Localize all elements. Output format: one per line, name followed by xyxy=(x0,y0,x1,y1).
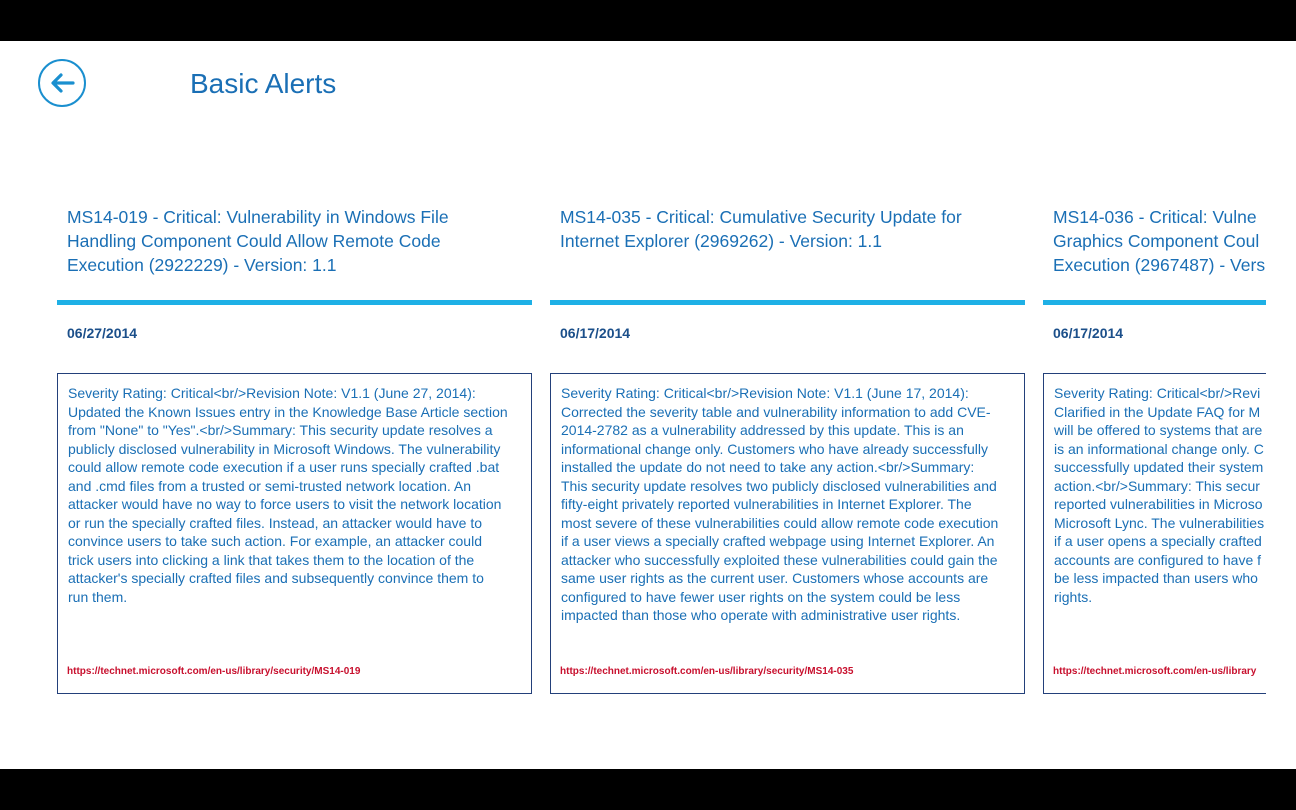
alert-title[interactable]: MS14-019 - Critical: Vulnerability in Windows File Handling Component Could Allow Remote Code Execution (2922229) - Version: 1.1 xyxy=(67,207,449,275)
alert-divider xyxy=(1043,300,1266,305)
alert-card[interactable] xyxy=(57,41,532,769)
alert-card[interactable] xyxy=(1043,41,1266,769)
alert-summary: Severity Rating: Critical<br/>Revi Clarified in the Update FAQ for M will be offered to systems that are is an informational change only. C successfully updated their system action.<br/>Summary: This secur reported vulnerabilities in Microso Microsoft Lync. The vulnerabilities if a user opens a specially crafted accounts are configured to have f be less impacted than users who rights. xyxy=(1054,385,1265,605)
alert-title[interactable]: MS14-036 - Critical: Vulne Graphics Component Coul Execution (2967487) - Vers xyxy=(1053,207,1266,275)
alert-summary: Severity Rating: Critical<br/>Revision Note: V1.1 (June 27, 2014): Updated the Known Issues entry in the Knowledge Base Article section from "None" to "Yes".<br/>Summary: This security update resolves a publicly disclosed vulnerability in Microsoft Windows. The vulnerability could allow remote code execution if a user runs specially crafted .bat and .cmd files from a trusted or semi-trusted network location. An attacker would have no way to force users to visit the network location or run the specially crafted files. Instead, an attacker would have to convince users to take such action. For example, an attacker could trick users into clicking a link that takes them to the location of the attacker's specially crafted files and subsequently convince them to run them. xyxy=(68,385,508,605)
alert-link[interactable]: https://technet.microsoft.com/en-us/library/security/MS14-035 xyxy=(560,666,854,677)
alert-date: 06/27/2014 xyxy=(67,325,138,341)
alert-date: 06/17/2014 xyxy=(1053,325,1124,341)
alert-summary: Severity Rating: Critical<br/>Revision Note: V1.1 (June 17, 2014): Corrected the severity table and vulnerability information to add CVE- 2014-2782 as a vulnerability addressed by this update. This is an informational change only. Customers who have already successfully installed the update do not need to take any action.<br/>Summary: This security update resolves two publicly disclosed vulnerabilities and fifty-eight privately reported vulnerabilities in Internet Explorer. The most severe of these vulnerabilities could allow remote code execution if a user views a specially crafted webpage using Internet Explorer. An attacker who successfully exploited these vulnerabilities could gain the same user rights as the current user. Customers whose accounts are configured to have fewer user rights on the system could be less impacted than those who operate with administrative user rights. xyxy=(561,385,999,623)
alerts-list[interactable] xyxy=(0,41,1266,769)
alert-summary-box xyxy=(57,373,532,694)
page-title: Basic Alerts xyxy=(190,68,337,99)
alert-summary-box xyxy=(550,373,1025,694)
alert-link[interactable]: https://technet.microsoft.com/en-us/library xyxy=(1053,666,1257,677)
app-window xyxy=(0,41,1296,769)
alert-date: 06/17/2014 xyxy=(560,325,631,341)
alert-card[interactable] xyxy=(550,41,1025,769)
alert-summary-box xyxy=(1043,373,1266,694)
alert-divider xyxy=(57,300,532,305)
alert-divider xyxy=(550,300,1025,305)
alert-link[interactable]: https://technet.microsoft.com/en-us/library/security/MS14-019 xyxy=(67,666,361,677)
alert-title[interactable]: MS14-035 - Critical: Cumulative Security Update for Internet Explorer (2969262) - Version: 1.1 xyxy=(560,207,962,251)
